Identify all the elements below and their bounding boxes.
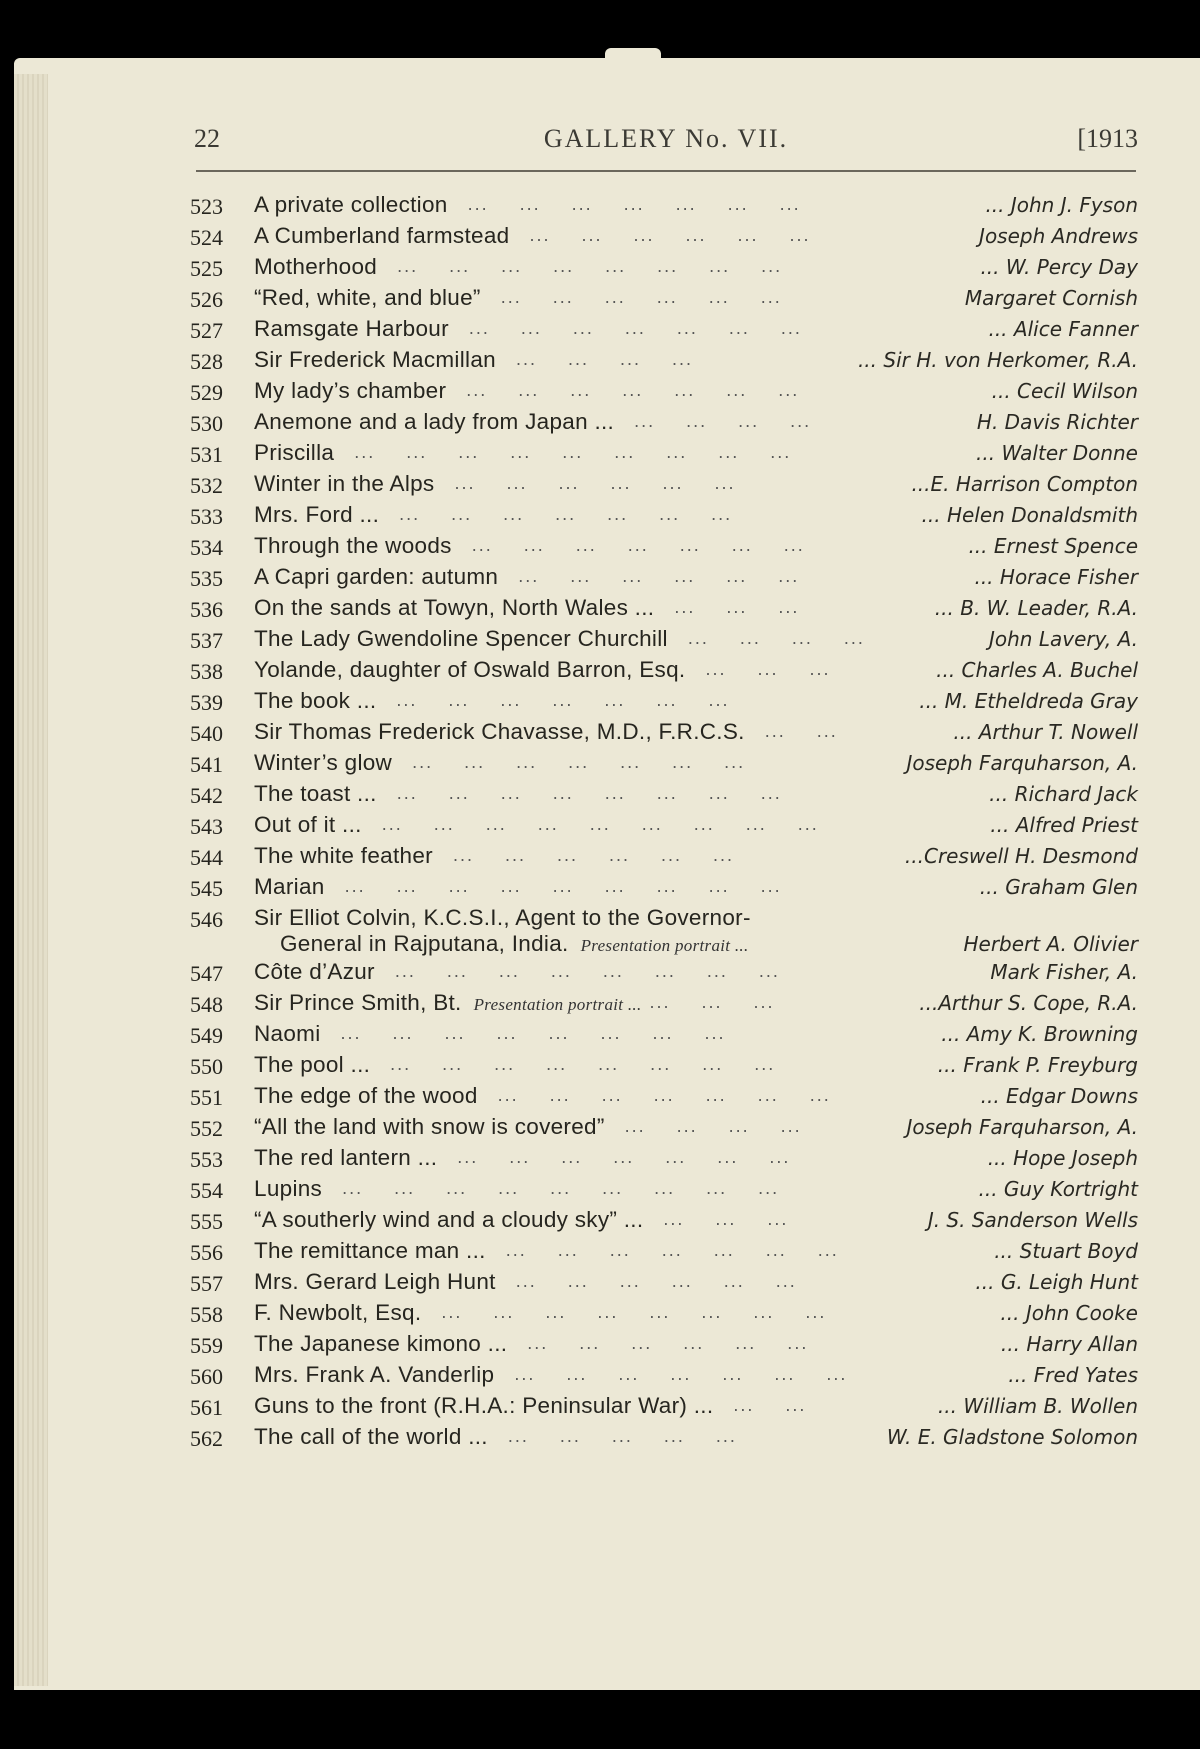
- leader-dots: ... ... ... ... ... ...: [515, 1271, 828, 1291]
- entry-title: Guns to the front (R.H.A.: Peninsular War) ... ... ...: [254, 1393, 838, 1418]
- page-stack-edge: [14, 74, 48, 1686]
- entry-number: 560: [190, 1364, 223, 1389]
- leader-dots: ... ... ... ... ... ...: [452, 845, 765, 865]
- entry-number: 538: [190, 659, 223, 684]
- entry-artist: ... Stuart Boyd: [994, 1239, 1138, 1263]
- entry-number: 561: [190, 1395, 223, 1420]
- entry-title: The white feather ... ... ... ... ... ...: [254, 843, 765, 868]
- entry-title: The pool ... ... ... ... ... ... ... ... ...: [254, 1052, 807, 1077]
- entry-number: 526: [190, 287, 223, 312]
- catalogue-entry: [190, 1174, 1140, 1205]
- leader-dots: ... ... ... ... ... ... ...: [514, 1364, 879, 1384]
- entry-artist: ... Richard Jack: [989, 782, 1138, 806]
- entry-title: Mrs. Ford ... ... ... ... ... ... ... ...: [254, 502, 764, 527]
- entry-number: 545: [190, 876, 223, 901]
- leader-dots: ... ... ... ... ... ... ... ...: [390, 1054, 807, 1074]
- entry-number: 534: [190, 535, 223, 560]
- leader-dots: ... ... ... ... ... ...: [529, 225, 842, 245]
- leader-dots: ... ... ... ... ... ...: [527, 1333, 840, 1353]
- entry-title: Priscilla ... ... ... ... ... ... ... ... ...: [254, 440, 823, 465]
- catalogue-entry: [190, 748, 1140, 779]
- catalogue-entry: [190, 314, 1140, 345]
- entry-title: Mrs. Gerard Leigh Hunt ... ... ... ... ... ...: [254, 1269, 828, 1294]
- catalogue-entry: [190, 1391, 1140, 1422]
- entry-artist: ... John Cooke: [1000, 1301, 1138, 1325]
- entry-artist: ... Sir H. von Herkomer, R.A.: [857, 348, 1138, 372]
- entry-number: 544: [190, 845, 223, 870]
- catalogue-entry: [190, 407, 1140, 438]
- catalogue-entry: [190, 252, 1140, 283]
- catalogue-list: [190, 190, 1140, 1453]
- entry-title: Marian ... ... ... ... ... ... ... ... ...: [254, 874, 813, 899]
- entry-number: 556: [190, 1240, 223, 1265]
- entry-artist: ... Edgar Downs: [980, 1084, 1138, 1108]
- catalogue-entry: [190, 1112, 1140, 1143]
- leader-dots: ... ...: [733, 1395, 838, 1415]
- catalogue-entry: [190, 1329, 1140, 1360]
- entry-artist: Mark Fisher, A.: [990, 960, 1138, 984]
- entry-number: 550: [190, 1054, 223, 1079]
- entry-number: 548: [190, 992, 223, 1017]
- catalogue-entry: [190, 624, 1140, 655]
- leader-dots: ... ... ... ... ... ...: [518, 566, 831, 586]
- catalogue-entry: [190, 957, 1140, 988]
- leader-dots: ... ... ... ...: [687, 628, 896, 648]
- entry-number: 549: [190, 1023, 223, 1048]
- entry-number: 558: [190, 1302, 223, 1327]
- entry-artist: Herbert A. Olivier: [963, 932, 1138, 956]
- entry-artist: ...Arthur S. Cope, R.A.: [919, 991, 1138, 1015]
- entry-title: The remittance man ... ... ... ... ... ... ... ...: [254, 1238, 870, 1263]
- entry-artist: ... Walter Donne: [976, 441, 1138, 465]
- leader-dots: ... ... ... ... ... ... ... ... ...: [342, 1178, 811, 1198]
- catalogue-entry: [190, 903, 1140, 957]
- catalogue-entry: [190, 1236, 1140, 1267]
- leader-dots: ... ... ... ... ... ...: [500, 287, 813, 307]
- catalogue-entry: [190, 988, 1140, 1019]
- entry-number: 524: [190, 225, 223, 250]
- catalogue-entry: [190, 810, 1140, 841]
- page-number: 22: [194, 124, 220, 153]
- entry-artist: ... Fred Yates: [1008, 1363, 1138, 1387]
- entry-artist: ... Graham Glen: [979, 875, 1138, 899]
- page-title: GALLERY No. VII.: [543, 124, 789, 153]
- entry-number: 557: [190, 1271, 223, 1296]
- leader-dots: ... ... ... ... ... ... ...: [468, 318, 833, 338]
- entry-number: 523: [190, 194, 223, 219]
- entry-artist: ... Alfred Priest: [990, 813, 1138, 837]
- entry-title: On the sands at Towyn, North Wales ... ... ... ...: [254, 595, 831, 620]
- catalogue-entry: [190, 1422, 1140, 1453]
- catalogue-entry: [190, 190, 1140, 221]
- leader-dots: ... ... ... ... ... ... ...: [505, 1240, 870, 1260]
- entry-title-cont: General in Rajputana, India. Presentation portrait ...: [280, 931, 749, 956]
- entry-title: Mrs. Frank A. Vanderlip ... ... ... ... ... ... ...: [254, 1362, 879, 1387]
- entry-title: Through the woods ... ... ... ... ... ... ...: [254, 533, 836, 558]
- entry-number: 547: [190, 961, 223, 986]
- entry-title: Naomi ... ... ... ... ... ... ... ...: [254, 1021, 757, 1046]
- leader-dots: ... ... ... ...: [515, 349, 724, 369]
- entry-artist: ... Amy K. Browning: [941, 1022, 1138, 1046]
- entry-note: Presentation portrait ...: [473, 995, 642, 1014]
- leader-dots: ... ... ... ... ... ... ... ... ...: [381, 814, 850, 834]
- entry-title: Côte d’Azur ... ... ... ... ... ... ... ...: [254, 959, 811, 984]
- catalogue-entry: [190, 500, 1140, 531]
- catalogue-entry: [190, 376, 1140, 407]
- catalogue-entry: [190, 283, 1140, 314]
- catalogue-entry: [190, 1360, 1140, 1391]
- entry-title: Anemone and a lady from Japan ... ... ... ... ...: [254, 409, 843, 434]
- entry-number: 533: [190, 504, 223, 529]
- entry-title: Ramsgate Harbour ... ... ... ... ... ... ...: [254, 316, 833, 341]
- catalogue-entry: [190, 779, 1140, 810]
- catalogue-entry: [190, 531, 1140, 562]
- page-header: [194, 124, 1138, 160]
- entry-title: Sir Thomas Frederick Chavasse, M.D., F.R.C.S. ... ...: [254, 719, 869, 744]
- catalogue-entry: [190, 1050, 1140, 1081]
- leader-dots: ... ... ...: [705, 659, 862, 679]
- entry-title: Sir Prince Smith, Bt. Presentation portrait ... ... ... ...: [254, 990, 806, 1015]
- entry-title: Winter’s glow ... ... ... ... ... ... ...: [254, 750, 777, 775]
- entry-number: 525: [190, 256, 223, 281]
- entry-artist: ... Harry Allan: [1000, 1332, 1138, 1356]
- entry-title: The call of the world ... ... ... ... ... ...: [254, 1424, 768, 1449]
- catalogue-entry: [190, 872, 1140, 903]
- catalogue-entry: [190, 1267, 1140, 1298]
- entry-artist: ... John J. Fyson: [985, 193, 1138, 217]
- entry-artist: Margaret Cornish: [964, 286, 1138, 310]
- entry-artist: ...Creswell H. Desmond: [904, 844, 1138, 868]
- entry-artist: Joseph Farquharson, A.: [906, 751, 1138, 775]
- entry-number: 559: [190, 1333, 223, 1358]
- entry-number: 527: [190, 318, 223, 343]
- leader-dots: ... ... ... ... ... ... ... ... ...: [344, 876, 813, 896]
- entry-number: 529: [190, 380, 223, 405]
- scan-border: [0, 1690, 1200, 1749]
- entry-note: Presentation portrait ...: [580, 936, 749, 955]
- entry-number: 553: [190, 1147, 223, 1172]
- catalogue-entry: [190, 1143, 1140, 1174]
- catalogue-entry: [190, 1205, 1140, 1236]
- entry-title: Sir Elliot Colvin, K.C.S.I., Agent to the Governor-: [254, 905, 751, 930]
- leader-dots: ... ... ... ...: [624, 1116, 833, 1136]
- header-rule: [196, 170, 1136, 172]
- entry-artist: ... Arthur T. Nowell: [953, 720, 1138, 744]
- entry-number: 541: [190, 752, 223, 777]
- page-year: [1913: [1077, 124, 1138, 153]
- entry-number: 543: [190, 814, 223, 839]
- page-tab: [605, 48, 661, 58]
- catalogue-entry: [190, 686, 1140, 717]
- entry-title: A Cumberland farmstead ... ... ... ... ... ...: [254, 223, 842, 248]
- entry-title: Winter in the Alps ... ... ... ... ... ...: [254, 471, 767, 496]
- catalogue-entry: [190, 1081, 1140, 1112]
- entry-artist: ... B. W. Leader, R.A.: [934, 596, 1138, 620]
- entry-title: Lupins ... ... ... ... ... ... ... ... ...: [254, 1176, 811, 1201]
- entry-number: 555: [190, 1209, 223, 1234]
- entry-artist: ... Cecil Wilson: [991, 379, 1138, 403]
- entry-title: The book ... ... ... ... ... ... ... ...: [254, 688, 761, 713]
- entry-title: “All the land with snow is covered” ... ... ... ...: [254, 1114, 833, 1139]
- leader-dots: ... ... ... ... ... ... ... ...: [441, 1302, 858, 1322]
- entry-artist: Joseph Farquharson, A.: [906, 1115, 1138, 1139]
- entry-number: 536: [190, 597, 223, 622]
- leader-dots: ... ... ... ... ... ... ...: [396, 690, 761, 710]
- entry-number: 554: [190, 1178, 223, 1203]
- leader-dots: ... ... ... ...: [634, 411, 843, 431]
- entry-artist: ... Alice Fanner: [988, 317, 1138, 341]
- leader-dots: ... ... ... ... ... ... ...: [466, 380, 831, 400]
- leader-dots: ... ... ... ... ... ... ... ... ...: [354, 442, 823, 462]
- entry-number: 535: [190, 566, 223, 591]
- leader-dots: ... ... ... ... ... ... ... ...: [396, 783, 813, 803]
- entry-title: The Lady Gwendoline Spencer Churchill ... ... ... ...: [254, 626, 896, 651]
- leader-dots: ... ... ... ... ... ... ... ...: [340, 1023, 757, 1043]
- entry-artist: J. S. Sanderson Wells: [927, 1208, 1138, 1232]
- catalogue-entry: [190, 655, 1140, 686]
- entry-title: My lady’s chamber ... ... ... ... ... ... ...: [254, 378, 831, 403]
- leader-dots: ... ... ...: [674, 597, 831, 617]
- entry-number: 551: [190, 1085, 223, 1110]
- entry-title: F. Newbolt, Esq. ... ... ... ... ... ... ... ...: [254, 1300, 858, 1325]
- catalogue-entry: [190, 841, 1140, 872]
- leader-dots: ... ... ... ... ... ... ...: [471, 535, 836, 555]
- entry-artist: ... Helen Donaldsmith: [921, 503, 1138, 527]
- entry-title: “Red, white, and blue” ... ... ... ... ... ...: [254, 285, 813, 310]
- leader-dots: ... ... ... ... ...: [507, 1426, 768, 1446]
- entry-number: 528: [190, 349, 223, 374]
- entry-number: 537: [190, 628, 223, 653]
- entry-number: 546: [190, 907, 223, 932]
- entry-number: 542: [190, 783, 223, 808]
- entry-artist: Joseph Andrews: [979, 224, 1138, 248]
- leader-dots: ... ... ... ... ... ... ...: [412, 752, 777, 772]
- entry-number: 562: [190, 1426, 223, 1451]
- entry-title: The red lantern ... ... ... ... ... ... ... ...: [254, 1145, 822, 1170]
- catalogue-entry: [190, 717, 1140, 748]
- leader-dots: ... ... ... ... ... ...: [454, 473, 767, 493]
- entry-title: Sir Frederick Macmillan ... ... ... ...: [254, 347, 724, 372]
- entry-artist: ... Frank P. Freyburg: [937, 1053, 1138, 1077]
- entry-number: 532: [190, 473, 223, 498]
- entry-title: “A southerly wind and a cloudy sky” ... ... ... ...: [254, 1207, 820, 1232]
- catalogue-entry: [190, 562, 1140, 593]
- entry-artist: ... William B. Wollen: [937, 1394, 1138, 1418]
- catalogue-entry: [190, 1019, 1140, 1050]
- catalogue-entry: [190, 345, 1140, 376]
- entry-artist: ... W. Percy Day: [980, 255, 1138, 279]
- entry-artist: ...E. Harrison Compton: [911, 472, 1138, 496]
- leader-dots: ... ... ... ... ... ... ... ...: [397, 256, 814, 276]
- entry-number: 540: [190, 721, 223, 746]
- catalogue-entry: [190, 221, 1140, 252]
- catalogue-entry: [190, 469, 1140, 500]
- entry-artist: ... Hope Joseph: [987, 1146, 1138, 1170]
- entry-title: A private collection ... ... ... ... ... ... ...: [254, 192, 832, 217]
- leader-dots: ... ... ... ... ... ... ...: [497, 1085, 862, 1105]
- leader-dots: ... ... ... ... ... ... ...: [457, 1147, 822, 1167]
- leader-dots: ... ... ... ... ... ... ...: [467, 194, 832, 214]
- entry-title: Out of it ... ... ... ... ... ... ... ... ... ...: [254, 812, 850, 837]
- entry-number: 530: [190, 411, 223, 436]
- leader-dots: ... ...: [764, 721, 869, 741]
- entry-number: 531: [190, 442, 223, 467]
- entry-title: The Japanese kimono ... ... ... ... ... ... ...: [254, 1331, 840, 1356]
- leader-dots: ... ... ...: [663, 1209, 820, 1229]
- catalogue-entry: [190, 593, 1140, 624]
- entry-title: Motherhood ... ... ... ... ... ... ... ...: [254, 254, 814, 279]
- entry-artist: ... G. Leigh Hunt: [975, 1270, 1138, 1294]
- leader-dots: ... ... ... ... ... ... ... ...: [394, 961, 811, 981]
- entry-artist: ... Charles A. Buchel: [936, 658, 1138, 682]
- entry-artist: John Lavery, A.: [988, 627, 1138, 651]
- entry-artist: ... Horace Fisher: [974, 565, 1138, 589]
- entry-number: 539: [190, 690, 223, 715]
- leader-dots: ... ... ...: [649, 992, 806, 1012]
- entry-title: The toast ... ... ... ... ... ... ... ... ...: [254, 781, 813, 806]
- leader-dots: ... ... ... ... ... ... ...: [399, 504, 764, 524]
- entry-artist: W. E. Gladstone Solomon: [886, 1425, 1138, 1449]
- entry-title: The edge of the wood ... ... ... ... ... ... ...: [254, 1083, 862, 1108]
- catalogue-entry: [190, 438, 1140, 469]
- entry-title: A Capri garden: autumn ... ... ... ... ... ...: [254, 564, 831, 589]
- entry-artist: ... Ernest Spence: [968, 534, 1138, 558]
- entry-artist: H. Davis Richter: [976, 410, 1138, 434]
- catalogue-entry: [190, 1298, 1140, 1329]
- entry-artist: ... Guy Kortright: [978, 1177, 1138, 1201]
- entry-number: 552: [190, 1116, 223, 1141]
- entry-title: Yolande, daughter of Oswald Barron, Esq. ... ... ...: [254, 657, 862, 682]
- entry-artist: ... M. Etheldreda Gray: [919, 689, 1138, 713]
